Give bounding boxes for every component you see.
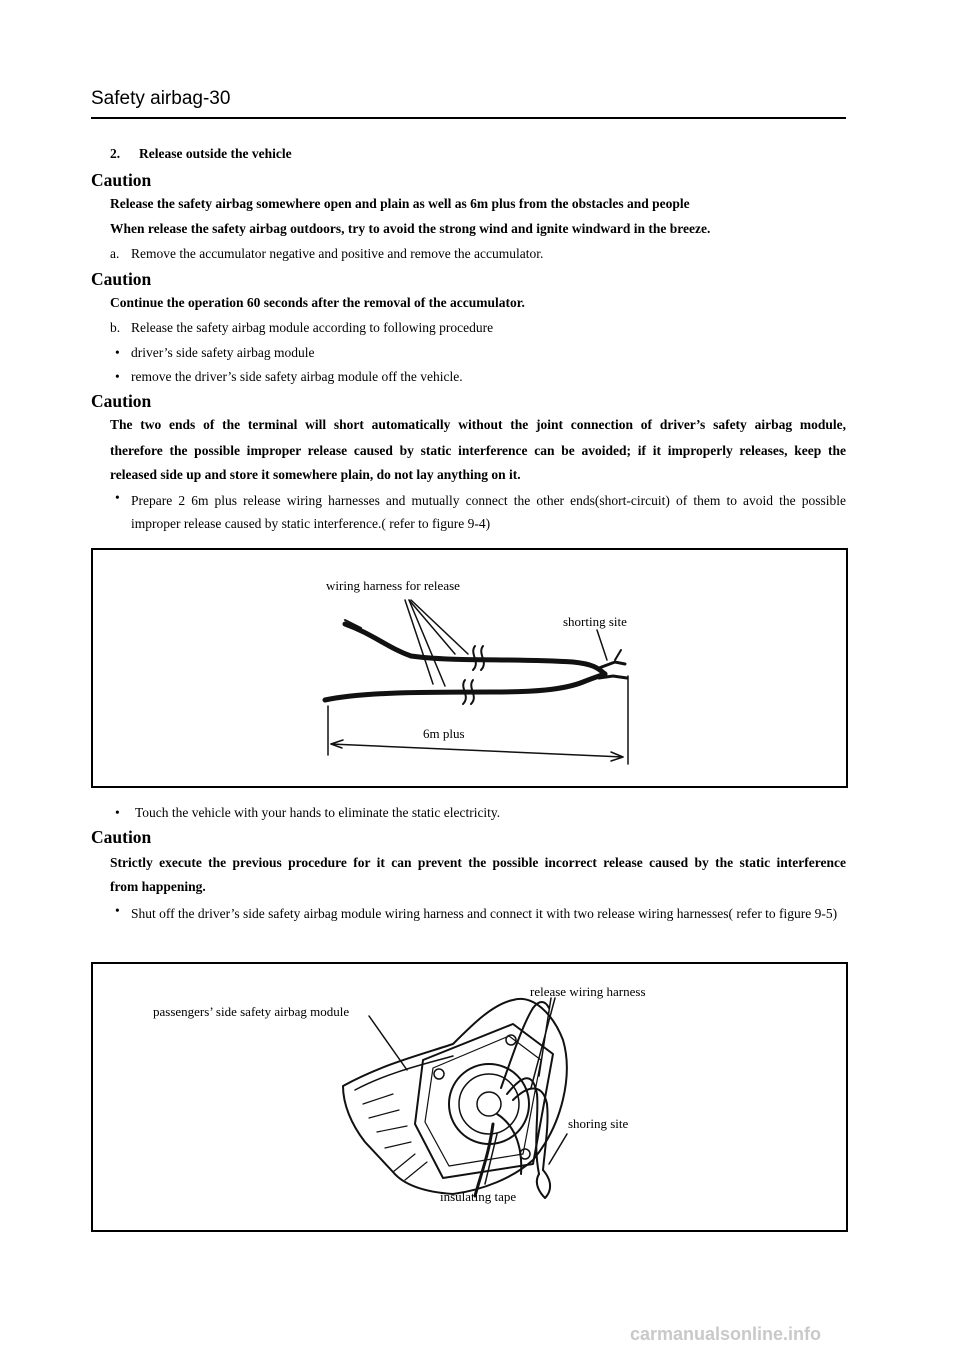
caution-heading: Caution <box>91 170 152 190</box>
figure-airbag-module <box>91 962 848 1232</box>
watermark-text: carmanualsonline.info <box>630 1324 822 1344</box>
figure-wiring-harness <box>91 548 848 788</box>
caution-text: from happening. <box>110 879 206 894</box>
step-marker: b. <box>110 320 121 335</box>
figure-label: shoring site <box>568 1116 629 1131</box>
figure-label: release wiring harness <box>530 984 646 999</box>
section-number: 2. <box>110 146 121 161</box>
wiring-harness-illustration <box>93 550 846 786</box>
step-marker: a. <box>110 246 120 261</box>
bullet-marker: • <box>115 490 120 505</box>
bullet-marker: • <box>115 369 120 384</box>
figure-label: shorting site <box>563 614 627 629</box>
figure-label: insulating tape <box>440 1189 517 1204</box>
caution-heading: Caution <box>91 391 152 411</box>
bullet-text: Touch the vehicle with your hands to eliminate the static electricity. <box>135 805 501 820</box>
section-title: Release outside the vehicle <box>139 146 292 161</box>
bullet-marker: • <box>115 903 120 918</box>
bullet-text: driver’s side safety airbag module <box>131 345 315 360</box>
caution-text: Release the safety airbag somewhere open and plain as well as 6m plus from the obstacles and people <box>110 196 690 211</box>
bullet-text: remove the driver’s side safety airbag module off the vehicle. <box>131 369 463 384</box>
header-divider <box>91 117 846 119</box>
caution-text: The two ends of the terminal will short automatically without the joint connection of driver’s safety airbag module, <box>110 417 846 432</box>
step-text: Release the safety airbag module according to following procedure <box>131 320 494 335</box>
bullet-text: Shut off the driver’s side safety airbag module wiring harness and connect it with two release wiring harnesses( refer to figure 9-5) <box>131 906 838 921</box>
bullet-marker: • <box>115 345 120 360</box>
step-text: Remove the accumulator negative and positive and remove the accumulator. <box>131 246 544 261</box>
figure-label: 6m plus <box>423 726 465 741</box>
caution-text: released side up and store it somewhere plain, do not lay anything on it. <box>110 467 521 482</box>
caution-text: Continue the operation 60 seconds after the removal of the accumulator. <box>110 295 525 310</box>
bullet-text: Prepare 2 6m plus release wiring harnesses and mutually connect the other ends(short-circuit) of them to avoid the possible improper release caused by static interference.( refer to figure 9-4) <box>131 493 846 531</box>
bullet-marker: • <box>115 805 120 820</box>
caution-text: When release the safety airbag outdoors, try to avoid the strong wind and ignite windward in the breeze. <box>110 221 711 236</box>
caution-heading: Caution <box>91 827 152 847</box>
figure-label: passengers’ side safety airbag module <box>153 1004 350 1019</box>
caution-text: therefore the possible improper release caused by static interference can be avoided; if it improperly releases, keep the <box>110 443 846 458</box>
caution-text: Strictly execute the previous procedure for it can prevent the possible incorrect release caused by the static interference <box>110 855 846 870</box>
figure-label: wiring harness for release <box>326 578 460 593</box>
caution-heading: Caution <box>91 269 152 289</box>
page-header-title: Safety airbag-30 <box>91 88 231 109</box>
